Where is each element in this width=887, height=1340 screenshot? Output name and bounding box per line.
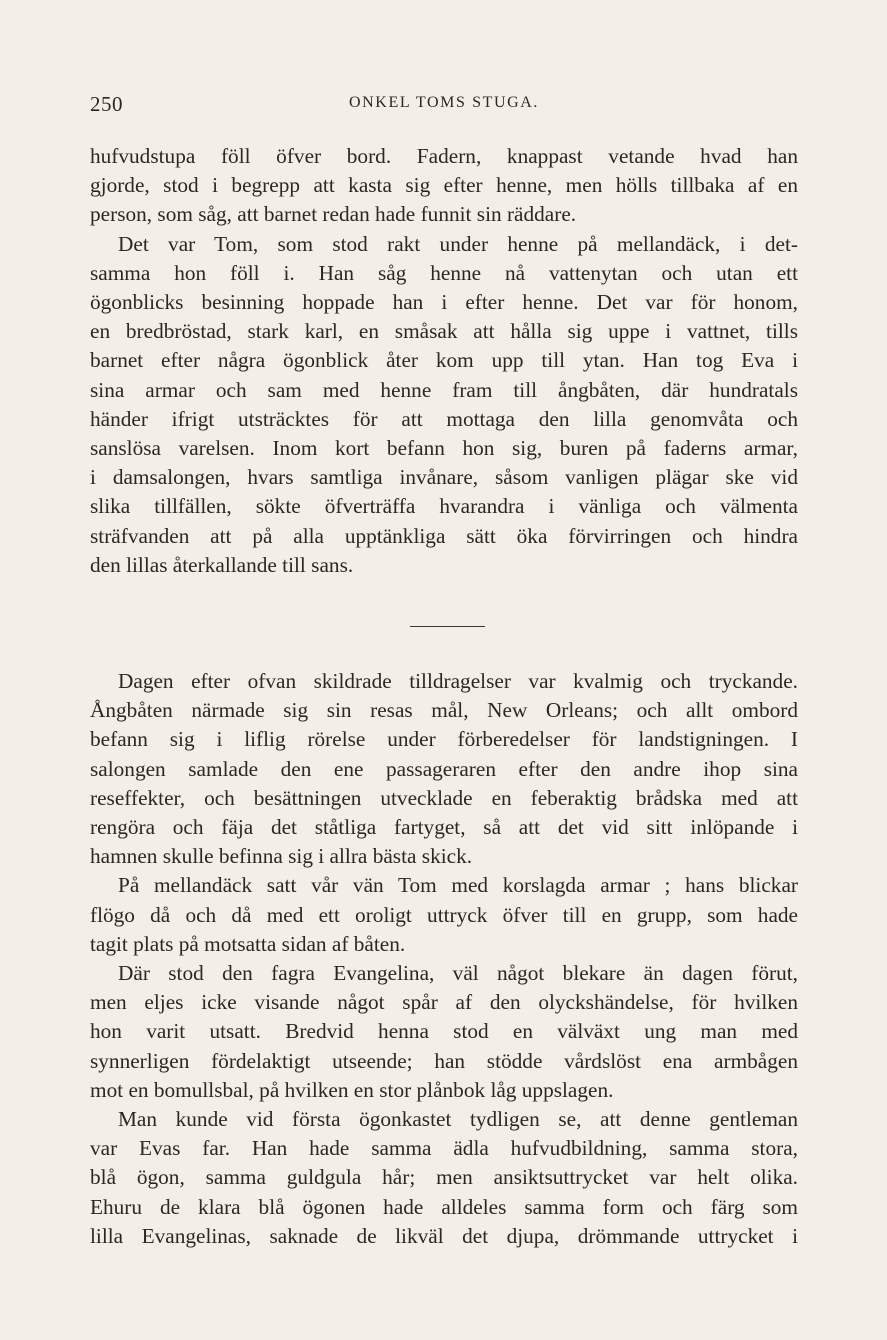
- text-line: hamnen skulle befinna sig i allra bästa skick.: [90, 844, 473, 869]
- text-line: en bredbröstad, stark karl, en småsak att hålla sig uppe i vattnet, tills: [90, 319, 798, 344]
- running-title: ONKEL TOMS STUGA.: [348, 94, 540, 111]
- page-header: [90, 92, 798, 122]
- text-section-1: [90, 142, 798, 580]
- text-line: sanslösa varelsen. Inom kort befann hon sig, buren på faderns armar,: [90, 436, 798, 461]
- text-line: Ångbåten närmade sig sin resas mål, New Orleans; och allt ombord: [90, 698, 798, 723]
- text-line: tagit plats på motsatta sidan af båten.: [90, 931, 406, 956]
- text-line: var Evas far. Han hade samma ädla hufvudbildning, samma stora,: [90, 1136, 798, 1161]
- text-line: den lillas återkallande till sans.: [90, 552, 354, 577]
- text-line: slika tillfällen, sökte öfverträffa hvarandra i vänliga och välmenta: [90, 494, 798, 519]
- text-line: händer ifrigt utsträcktes för att mottaga den lilla genomvåta och: [90, 406, 798, 431]
- paragraph: [90, 959, 798, 1105]
- text-line: gjorde, stod i begrepp att kasta sig efter henne, men hölls tillbaka af en: [90, 173, 798, 198]
- text-line: Man kunde vid första ögonkastet tydligen se, att denne gentleman: [118, 1107, 798, 1132]
- text-line: person, som såg, att barnet redan hade funnit sin räddare.: [90, 202, 577, 227]
- page-number: 250: [90, 92, 123, 116]
- text-line: Där stod den fagra Evangelina, väl något blekare än dagen förut,: [118, 961, 798, 986]
- text-line: sträfvanden att på alla upptänkliga sätt öka förvirringen och hindra: [90, 523, 798, 548]
- text-line: reseffekter, och besättningen utvecklade en feberaktig brådska med att: [90, 785, 798, 810]
- text-line: rengöra och fäja det ståtliga fartyget, så att det vid sitt inlöpande i: [90, 815, 798, 840]
- paragraph: [90, 142, 798, 230]
- paragraph: [90, 230, 798, 580]
- text-line: hon varit utsatt. Bredvid henna stod en välväxt ung man med: [90, 1019, 798, 1044]
- text-line: samma hon föll i. Han såg henne nå vattenytan och utan ett: [90, 260, 798, 285]
- text-line: flögo då och då med ett oroligt uttryck öfver till en grupp, som hade: [90, 902, 798, 927]
- text-section-2: [90, 667, 798, 1251]
- text-line: men eljes icke visande något spår af den olyckshändelse, för hvilken: [90, 990, 798, 1015]
- text-line: mot en bomullsbal, på hvilken en stor plånbok låg uppslagen.: [90, 1077, 614, 1102]
- text-line: barnet efter några ögonblick åter kom upp till ytan. Han tog Eva i: [90, 348, 798, 373]
- text-line: Det var Tom, som stod rakt under henne på mellandäck, i det-: [118, 231, 798, 256]
- text-line: salongen samlade den ene passageraren efter den andre ihop sina: [90, 756, 798, 781]
- text-line: blå ögon, samma guldgula hår; men ansiktsuttrycket var helt olika.: [90, 1165, 798, 1190]
- text-line: befann sig i liflig rörelse under förberedelser för landstigningen. I: [90, 727, 798, 752]
- text-line: synnerligen fördelaktigt utseende; han stödde vårdslöst ena armbågen: [90, 1048, 798, 1073]
- paragraph: [90, 667, 798, 871]
- text-line: ögonblicks besinning hoppade han i efter henne. Det var för honom,: [90, 290, 798, 315]
- text-line: På mellandäck satt vår vän Tom med korslagda armar ; hans blickar: [118, 873, 798, 898]
- text-line: sina armar och sam med henne fram till ångbåten, där hundratals: [90, 377, 798, 402]
- paragraph: [90, 871, 798, 959]
- text-line: Dagen efter ofvan skildrade tilldragelser var kvalmig och tryckande.: [118, 669, 798, 693]
- text-line: Ehuru de klara blå ögonen hade alldeles samma form och färg som: [90, 1194, 798, 1219]
- text-line: i damsalongen, hvars samtliga invånare, såsom vanligen plägar ske vid: [90, 465, 798, 490]
- text-line: hufvudstupa föll öfver bord. Fadern, knappast vetande hvad han: [90, 144, 798, 168]
- text-line: lilla Evangelinas, saknade de likväl det djupa, drömmande uttrycket i: [90, 1223, 798, 1248]
- section-divider: [410, 626, 485, 627]
- paragraph: [90, 1105, 798, 1251]
